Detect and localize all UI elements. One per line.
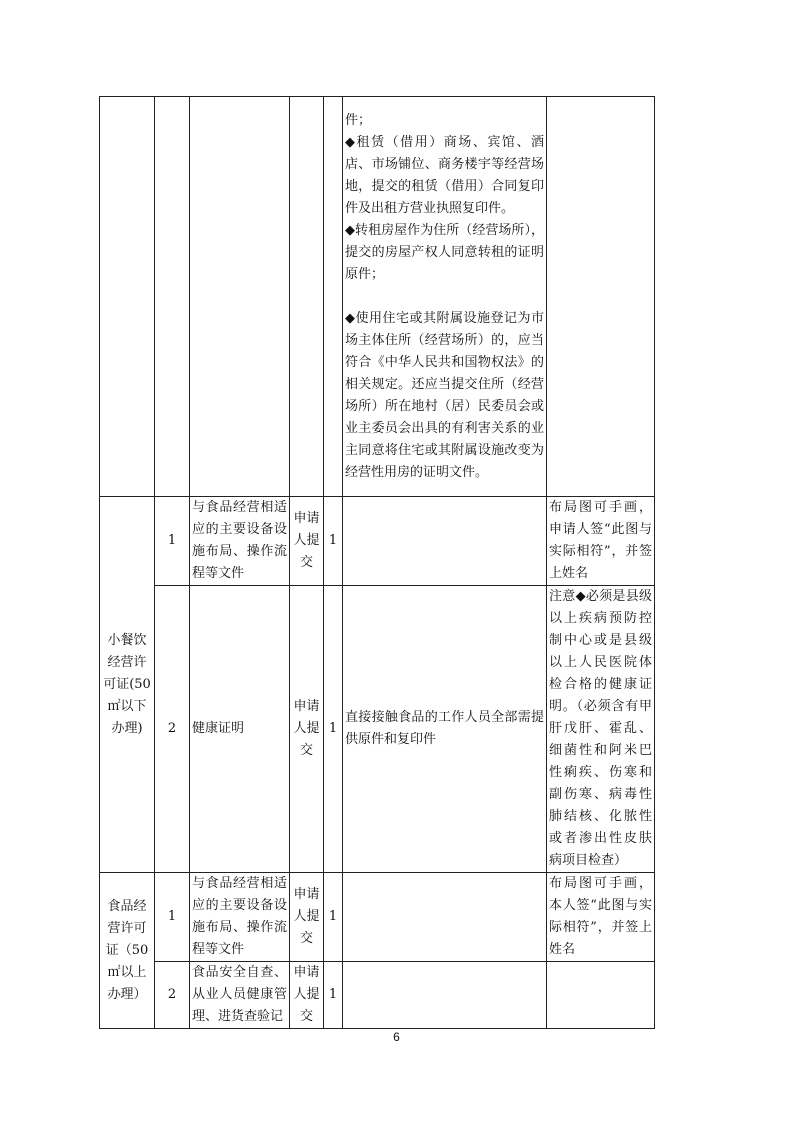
source-cell: 申请人提交	[290, 586, 324, 873]
no-cell: 1	[155, 873, 190, 962]
requirements-cell	[343, 497, 547, 586]
remarks-cell	[547, 962, 655, 1029]
no-cell	[155, 97, 190, 497]
no-cell: 2	[155, 962, 190, 1029]
materials-table	[99, 96, 655, 1029]
table-row	[100, 97, 655, 497]
no-cell: 1	[155, 497, 190, 586]
copies-cell: 1	[324, 586, 343, 873]
remarks-cell	[547, 97, 655, 497]
remarks-cell: 注意◆必须是县级以上疾病预防控制中心或是县级以上人民医院体检合格的健康证明。（必须含有甲肝戊肝、霍乱、细菌性和阿米巴性痢疾、伤寒和副伤寒、病毒性肺结核、化脓性或者渗出性皮肤病项目检查）	[547, 586, 655, 873]
material-cell	[190, 97, 290, 497]
table-row	[100, 873, 655, 962]
material-cell: 健康证明	[190, 586, 290, 873]
copies-cell: 1	[324, 962, 343, 1029]
category-cell	[100, 97, 155, 497]
requirements-cell	[343, 873, 547, 962]
material-cell: 食品安全自查、从业人员健康管理、进货查验记	[190, 962, 290, 1029]
source-cell: 申请人提交	[290, 497, 324, 586]
material-cell: 与食品经营相适应的主要设备设施布局、操作流程等文件	[190, 497, 290, 586]
source-cell: 申请人提交	[290, 873, 324, 962]
copies-cell: 1	[324, 497, 343, 586]
table-row	[100, 586, 655, 873]
category-cell: 食品经营许可证（50㎡以上办理）	[100, 873, 155, 1029]
remarks-cell: 布局图可手画，本人签“此图与实际相符”，并签上姓名	[547, 873, 655, 962]
category-cell: 小餐饮经营许可证(50㎡以下办理)	[100, 497, 155, 873]
remarks-cell: 布局图可手画，申请人签“此图与实际相符”，并签上姓名	[547, 497, 655, 586]
requirements-cell: 件； ◆租赁（借用）商场、宾馆、酒店、市场铺位、商务楼宇等经营场地，提交的租赁（借用）合同复印件及出租方营业执照复印件。 ◆转租房屋作为住所（经营场所），提交的房屋产权人同意转租的证明原件； ◆使用住宅或其附属设施登记为市场主体住所（经营场所）的，应当符合《中华人民共和国物权法》的相关规定。还应当提交住所（经营场所）所在地村（居）民委员会或业主委员会出具的有利害关系的业主同意将住宅或其附属设施改变为经营性用房的证明文件。	[343, 97, 547, 497]
copies-cell: 1	[324, 873, 343, 962]
material-cell: 与食品经营相适应的主要设备设施布局、操作流程等文件	[190, 873, 290, 962]
table-row	[100, 962, 655, 1029]
requirements-cell: 直接接触食品的工作人员全部需提供原件和复印件	[343, 586, 547, 873]
no-cell: 2	[155, 586, 190, 873]
copies-cell	[324, 97, 343, 497]
page-number: 6	[393, 1030, 400, 1044]
requirements-cell	[343, 962, 547, 1029]
source-cell: 申请人提交	[290, 962, 324, 1029]
source-cell	[290, 97, 324, 497]
table-row	[100, 497, 655, 586]
